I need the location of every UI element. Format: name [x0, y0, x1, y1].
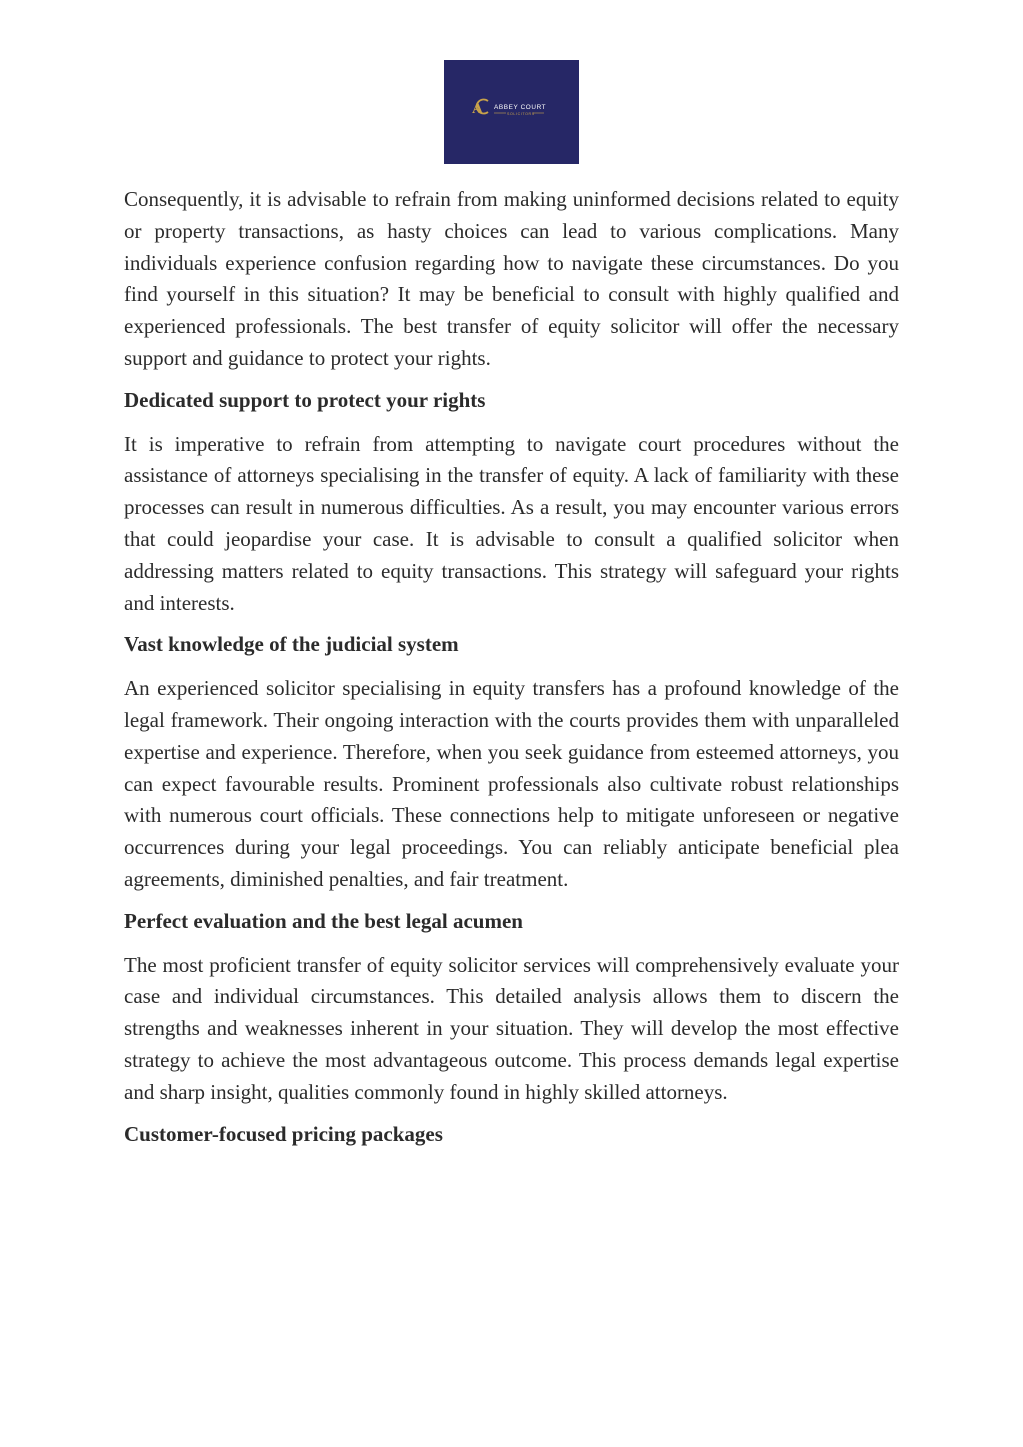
svg-text:A: A	[472, 101, 483, 117]
heading-evaluation: Perfect evaluation and the best legal acumen	[124, 908, 523, 933]
paragraph-judicial-knowledge: An experienced solicitor specialising in equity transfers has a profound knowledge of the legal framework. Their ongoing interaction with the courts provides them with unparalleled expertise and experience. Therefore, when you seek guidance from esteemed attorneys, you can expect favourable results. Prominent professionals also cultivate robust relationships with numerous court officials. These connections help to mitigate unforeseen or negative occurrences during your legal proceedings. You can reliably anticipate beneficial plea agreements, diminished penalties, and fair treatment.	[124, 676, 899, 891]
svg-text:SOLICITORS: SOLICITORS	[507, 112, 535, 116]
company-logo	[444, 60, 579, 164]
abbey-court-logo-icon	[444, 60, 579, 164]
paragraph-evaluation: The most proficient transfer of equity solicitor services will comprehensively evaluate your case and individual circumstances. This detailed analysis allows them to discern the strengths and weaknesses inherent in your situation. They will develop the most effective strategy to achieve the most advantageous outcome. This process demands legal expertise and sharp insight, qualities commonly found in highly skilled attorneys.	[124, 952, 899, 1104]
paragraph-intro: Consequently, it is advisable to refrain from making uninformed decisions related to equity or property transactions, as hasty choices can lead to various complications. Many individuals experience confusion regarding how to navigate these circumstances. Do you find yourself in this situation? It may be beneficial to consult with highly qualified and experienced professionals. The best transfer of equity solicitor will offer the necessary support and guidance to protect your rights.	[124, 187, 899, 370]
heading-dedicated-support: Dedicated support to protect your rights	[124, 387, 486, 412]
svg-text:ABBEY COURT: ABBEY COURT	[494, 104, 547, 111]
paragraph-dedicated-support: It is imperative to refrain from attempting to navigate court procedures without the assistance of attorneys specialising in the transfer of equity. A lack of familiarity with these processes can result in numerous difficulties. As a result, you may encounter various errors that could jeopardise your case. It is advisable to consult a qualified solicitor when addressing matters related to equity transactions. This strategy will safeguard your rights and interests.	[124, 431, 899, 615]
heading-pricing: Customer-focused pricing packages	[124, 1121, 443, 1146]
document-body	[124, 184, 899, 1162]
heading-judicial-knowledge: Vast knowledge of the judicial system	[124, 632, 459, 657]
